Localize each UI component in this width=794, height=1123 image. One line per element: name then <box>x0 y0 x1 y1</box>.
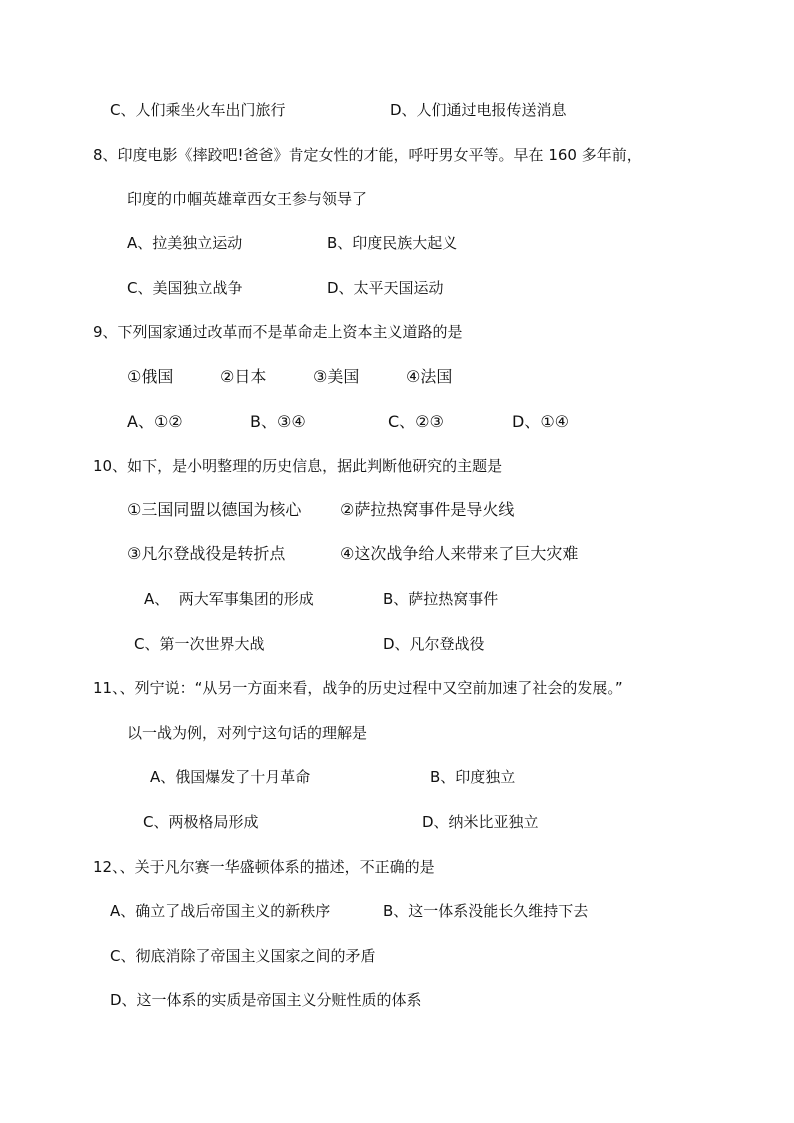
q9-item-1: ①俄国 <box>127 367 174 386</box>
q7-option-d: D、人们通过电报传送消息 <box>390 101 567 119</box>
q9-item-3: ③美国 <box>313 367 360 386</box>
q12-option-c: C、彻底消除了帝国主义国家之间的矛盾 <box>110 947 376 965</box>
q10-stem: 10、如下，是小明整理的历史信息，据此判断他研究的主题是 <box>93 457 503 475</box>
q11-option-a: A、俄国爆发了十月革命 <box>150 768 311 786</box>
q9-option-b: B、③④ <box>250 412 306 431</box>
q12-option-a: A、确立了战后帝国主义的新秩序 <box>110 902 331 920</box>
q10-option-c: C、第一次世界大战 <box>134 635 265 653</box>
q8-option-b: B、印度民族大起义 <box>327 234 458 252</box>
q9-stem: 9、下列国家通过改革而不是革命走上资本主义道路的是 <box>93 323 463 341</box>
q9-option-a: A、①② <box>127 412 183 431</box>
q10-info-4: ④这次战争给人来带来了巨大灾难 <box>340 544 579 563</box>
q8-stem-line1: 8、印度电影《摔跤吧!爸爸》肯定女性的才能，呼吁男女平等。早在 160 多年前， <box>93 146 642 164</box>
q11-option-d: D、纳米比亚独立 <box>422 813 539 831</box>
q10-info-1: ①三国同盟以德国为核心 <box>127 500 302 519</box>
q11-option-b: B、印度独立 <box>430 768 516 786</box>
q10-option-b: B、萨拉热窝事件 <box>383 590 499 608</box>
q10-info-3: ③凡尔登战役是转折点 <box>127 544 286 563</box>
q9-item-4: ④法国 <box>406 367 453 386</box>
q9-item-2: ②日本 <box>220 367 267 386</box>
q7-option-c: C、人们乘坐火车出门旅行 <box>110 101 286 119</box>
q12-option-d: D、这一体系的实质是帝国主义分赃性质的体系 <box>110 991 422 1009</box>
q10-option-d: D、凡尔登战役 <box>383 635 485 653</box>
q8-option-c: C、美国独立战争 <box>127 279 243 297</box>
q11-stem-line1: 11、、列宁说：“从另一方面来看，战争的历史过程中又空前加速了社会的发展。” <box>93 679 623 697</box>
q9-option-d: D、①④ <box>512 412 570 431</box>
q10-info-2: ②萨拉热窝事件是导火线 <box>340 500 515 519</box>
q12-stem: 12、、关于凡尔赛一华盛顿体系的描述，不正确的是 <box>93 858 435 876</box>
q11-stem-line2: 以一战为例，对列宁这句话的理解是 <box>127 724 368 742</box>
q8-option-d: D、太平天国运动 <box>327 279 444 297</box>
q11-option-c: C、两极格局形成 <box>143 813 259 831</box>
q10-option-a: A、 两大军事集团的形成 <box>144 590 314 608</box>
q8-stem-line2: 印度的巾帼英雄章西女王参与领导了 <box>127 190 368 208</box>
q12-option-b: B、这一体系没能长久维持下去 <box>383 902 589 920</box>
q8-option-a: A、拉美独立运动 <box>127 234 243 252</box>
q9-option-c: C、②③ <box>388 412 444 431</box>
